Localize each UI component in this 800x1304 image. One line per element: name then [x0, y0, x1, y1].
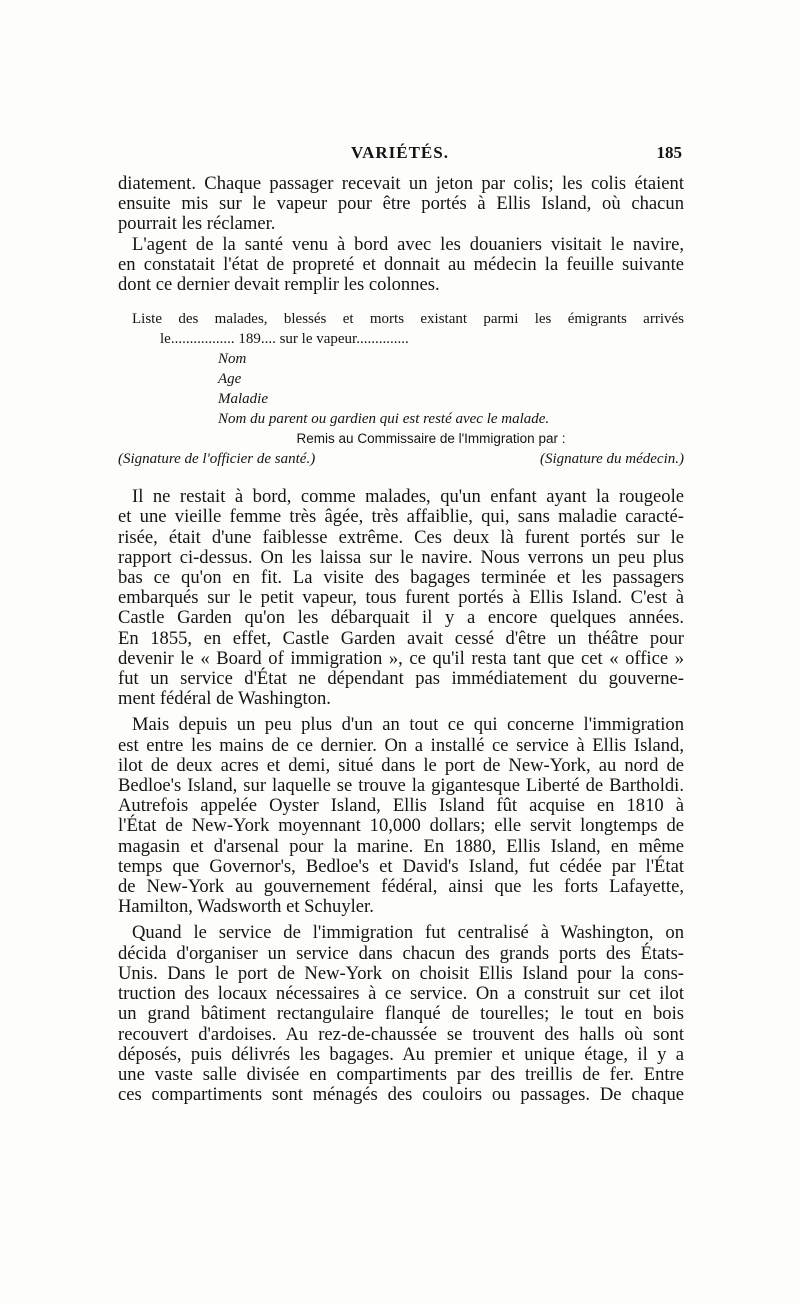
form-date-line: le................. 189.... sur le vapeur.............. — [160, 331, 409, 348]
signature-officer: (Signature de l'officier de santé.) — [118, 451, 316, 468]
text-line: Autrefois appelée Oyster Island, Ellis Island fût acquise en 1810 à — [118, 795, 684, 817]
page-header — [118, 143, 682, 167]
text-line: déposés, puis délivrés les bagages. Au premier et unique étage, il y a — [118, 1043, 684, 1065]
text-line: ensuite mis sur le vapeur pour être portés à Ellis Island, où chacun — [118, 193, 684, 215]
page-number: 185 — [656, 143, 682, 162]
paragraph-4 — [118, 715, 684, 917]
paragraph-2 — [118, 235, 684, 296]
text-line: Hamilton, Wadsworth et Schuyler. — [118, 896, 374, 918]
text-line: fut un service d'État ne dépendant pas immédiatement du gouverne- — [118, 668, 684, 690]
text-line: diatement. Chaque passager recevait un jeton par colis; les colis étaient — [118, 173, 684, 194]
text-line: est entre les mains de ce dernier. On a installé ce service à Ellis Island, — [118, 734, 684, 756]
text-line: Unis. Dans le port de New-York on choisit Ellis Island pour la cons- — [118, 962, 684, 984]
text-line: Bedloe's Island, sur laquelle se trouve la gigantesque Liberté de Bartholdi. — [118, 775, 684, 797]
text-line: ilot de deux acres et demi, situé dans le port de New-York, au nord de — [118, 754, 684, 776]
text-line: ment fédéral de Washington. — [118, 688, 331, 710]
text-line: une vaste salle divisée en compartiments par des treillis de fer. Entre — [118, 1063, 684, 1085]
text-line: magasin et d'arsenal pour la marine. En 1880, Ellis Island, en même — [118, 835, 684, 857]
text-line: l'État de New-York moyennant 10,000 dollars; elle servit longtemps de — [118, 815, 684, 837]
text-line: de New-York au gouvernement fédéral, ainsi que les forts Lafayette, — [118, 876, 684, 898]
text-line: ces compartiments sont ménagés des couloirs ou passages. De chaque — [118, 1084, 684, 1106]
medical-report-form — [118, 309, 684, 473]
form-field-age: Age — [218, 371, 242, 388]
text-line: recouvert d'ardoises. Au rez-de-chaussée se trouvent des halls où sont — [118, 1023, 684, 1045]
text-line: risée, était d'une faiblesse extrême. Ces deux là furent portés sur le — [118, 526, 684, 548]
form-field-maladie: Maladie — [218, 391, 268, 408]
paragraph-1 — [118, 174, 684, 235]
text-line: décida d'organiser un service dans chacun des grands ports des États- — [118, 942, 684, 964]
text-line: devenir le « Board of immigration », ce qu'il resta tant que cet « office » — [118, 647, 684, 669]
running-title: VARIÉTÉS. — [351, 143, 449, 162]
form-remis-line: Remis au Commissaire de l'Immigration par : — [296, 431, 566, 447]
text-line: en constatait l'état de propreté et donnait au médecin la feuille suivante — [118, 253, 684, 275]
text-line: rapport ci-dessus. On les laissa sur le navire. Nous verrons un peu plus — [118, 546, 684, 568]
text-line: un grand bâtiment rectangulaire flanqué de tourelles; le tout en bois — [118, 1003, 684, 1025]
text-line: et une vieille femme très âgée, très affaiblie, qui, sans maladie caracté- — [118, 506, 684, 528]
form-field-nom: Nom — [218, 351, 247, 368]
form-field-parent: Nom du parent ou gardien qui est resté avec le malade. — [218, 411, 550, 428]
form-title: Liste des malades, blessés et morts existant parmi les émigrants arrivés — [132, 311, 684, 328]
text-line: Mais depuis un peu plus d'un an tout ce qui concerne l'immigration — [132, 714, 684, 736]
text-line: truction des locaux nécessaires à ce service. On a construit sur cet ilot — [118, 983, 684, 1005]
text-line: pourrait les réclamer. — [118, 213, 276, 235]
text-line: Quand le service de l'immigration fut centralisé à Washington, on — [132, 922, 684, 944]
text-line: L'agent de la santé venu à bord avec les douaniers visitait le navire, — [132, 233, 684, 255]
text-line: En 1855, en effet, Castle Garden avait cessé d'être un théâtre pour — [118, 627, 684, 649]
form-signatures — [118, 449, 684, 473]
text-line: Castle Garden qu'on les débarquait il y a encore quelques années. — [118, 607, 684, 629]
page-body — [118, 174, 684, 1105]
text-line: bas ce qu'on en fit. La visite des bagages terminée et les passagers — [118, 567, 684, 589]
paragraph-5 — [118, 923, 684, 1105]
text-line: temps que Governor's, Bedloe's et David's Island, fut cédée par l'État — [118, 855, 684, 877]
text-line: Il ne restait à bord, comme malades, qu'un enfant ayant la rougeole — [132, 486, 684, 508]
text-line: embarqués sur le petit vapeur, tous furent portés à Ellis Island. C'est à — [118, 587, 684, 609]
paragraph-3 — [118, 487, 684, 709]
text-line: dont ce dernier devait remplir les colonnes. — [118, 274, 440, 296]
signature-doctor: (Signature du médecin.) — [540, 451, 684, 468]
